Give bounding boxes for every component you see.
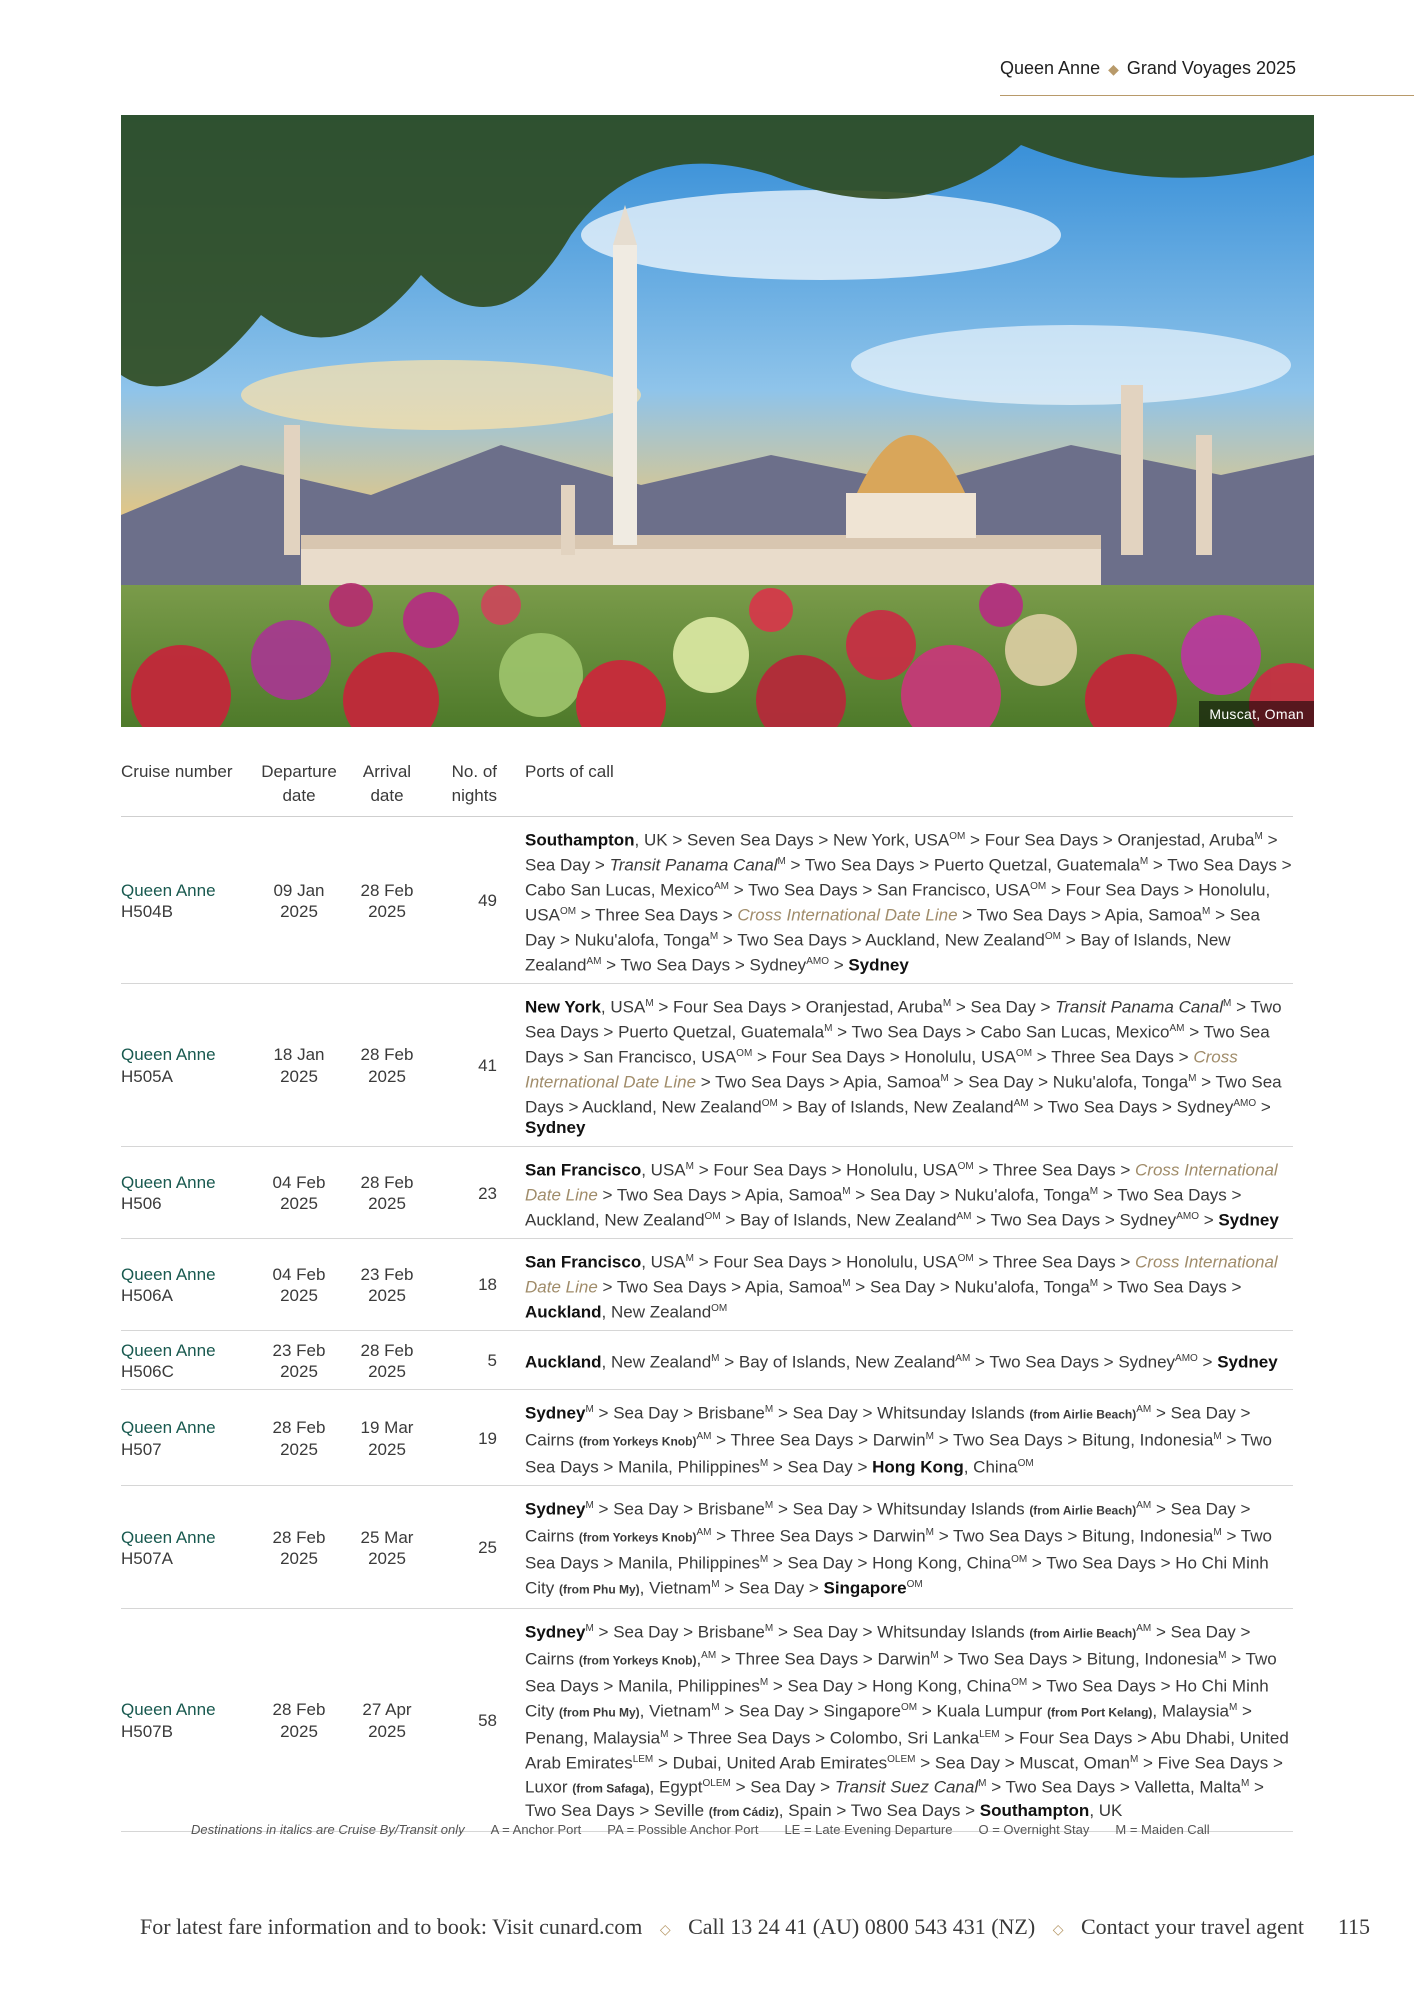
legend-overnight: O = Overnight Stay xyxy=(978,1822,1090,1837)
table-row xyxy=(121,1486,1293,1609)
arrival-date: 19 Mar 2025 xyxy=(360,1418,414,1459)
ports-of-call: New York, $USA^M$ > Four Sea Days > Oranjestad, Aruba$^M$ > Sea Day > Transit Panama Canal$^M$ > Two Sea Days > Puerto Quetzal, Guatemala$^M$ > Two Sea Days > Cabo San Lucas, Mexico$^{AM}$ > Two Sea Days > San Francisco, $USA^{OM}$ > Four Sea Days > Honolulu, $USA^{OM}$ > Three Sea Days > Cross International Date Line > Two Sea Days > Apia, Samoa$^M$ > Sea Day > Nuku'alofa, Tonga$^M$ > Two Sea Days > Auckland, New Zealand$^{OM}$ > Bay of Islands, New Zealand$^{AM}$ > Two Sea Days > Sydney$^{AMO}$ > Sydney xyxy=(525,997,1282,1138)
header-series: Grand Voyages 2025 xyxy=(1126,58,1297,78)
legend-possible-anchor: PA = Possible Anchor Port xyxy=(607,1822,759,1837)
cruise-code: H506A xyxy=(121,1286,173,1306)
legend-maiden: M = Maiden Call xyxy=(1115,1822,1210,1837)
arrival-date: 28 Feb 2025 xyxy=(360,1045,414,1086)
header-rule xyxy=(1000,95,1414,96)
arrival-date: 28 Feb 2025 xyxy=(360,1172,414,1214)
legend-late-evening: LE = Late Evening Departure xyxy=(784,1822,953,1837)
table-row xyxy=(121,1239,1293,1331)
header-ship: Queen Anne xyxy=(1000,58,1101,78)
nights-count: 5 xyxy=(487,1351,497,1371)
legend-anchor: A = Anchor Port xyxy=(490,1822,582,1837)
page-number: 115 xyxy=(1337,1914,1370,1939)
ports-of-call: Southampton, UK > Seven Sea Days > New York, $USA^{OM}$ > Four Sea Days > Oranjestad, Aruba$^M$ > Sea Day > Transit Panama Canal$^M$ > Two Sea Days > Puerto Quetzal, Guatemala$^M$ > Two Sea Days > Cabo San Lucas, Mexico$^{AM}$ > Two Sea Days > San Francisco, $USA^{OM}$ > Four Sea Days > Honolulu, $USA^{OM}$ > Three Sea Days > Cross International Date Line > Two Sea Days > Apia, Samoa$^M$ > Sea Day > Nuku'alofa, Tonga$^M$ > Two Sea Days > Auckland, New Zealand$^{OM}$ > Bay of Islands, New Zealand$^{AM}$ > Two Sea Days > Sydney$^{AMO}$ > Sydney xyxy=(525,830,1292,975)
table-row xyxy=(121,817,1293,984)
cruise-number-cell xyxy=(121,880,255,923)
cruise-number-cell xyxy=(121,1172,255,1215)
page-footer xyxy=(140,1914,1370,1940)
departure-date: 28 Feb 2025 xyxy=(272,1700,326,1741)
table-row xyxy=(121,1331,1293,1391)
header-nights: No. of nights xyxy=(451,762,497,805)
header-cruise-number: Cruise number xyxy=(121,762,233,781)
cruise-number-cell xyxy=(121,1699,255,1742)
arrival-date: 27 Apr 2025 xyxy=(362,1700,412,1741)
nights-count: 58 xyxy=(478,1711,497,1731)
diamond-outline-icon: ◇ xyxy=(659,1923,671,1938)
cruise-number-cell xyxy=(121,1527,255,1570)
ports-of-call: Sydney$^M$ > Sea Day > Brisbane$^M$ > Sea Day > Whitsunday Islands (from Airlie Beach)$^{AM}$ > Sea Day > Cairns (from Yorkeys Knob)$^{AM}$ > Three Sea Days > Darwin$^M$ > Two Sea Days > Bitung, Indonesia$^M$ > Two Sea Days > Manila, Philippines$^M$ > Sea Day > Hong Kong, China$^{OM}$ > Two Sea Days > Ho Chi Minh City (from Phu My), Vietnam$^M$ > Sea Day > Singapore$^{OM}$ xyxy=(525,1499,1272,1598)
departure-date: 28 Feb 2025 xyxy=(272,1418,326,1459)
footer-contact: Contact your travel agent xyxy=(1080,1914,1304,1939)
nights-count: 41 xyxy=(478,1056,497,1076)
ports-of-call: San Francisco, $USA^M$ > Four Sea Days > Honolulu, $USA^{OM}$ > Three Sea Days > Cross International Date Line > Two Sea Days > Apia, Samoa$^M$ > Sea Day > Nuku'alofa, Tonga$^M$ > Two Sea Days > Auckland, New Zealand$^{OM}$ > Bay of Islands, New Zealand$^{AM}$ > Two Sea Days > Sydney$^{AMO}$ > Sydney xyxy=(525,1160,1279,1230)
arrival-date: 25 Mar 2025 xyxy=(360,1527,414,1568)
departure-date: 18 Jan 2025 xyxy=(273,1045,325,1086)
departure-date: 28 Feb 2025 xyxy=(272,1527,326,1568)
nights-count: 49 xyxy=(478,891,497,911)
hero-image xyxy=(121,115,1314,727)
header-ports: Ports of call xyxy=(525,762,614,781)
photo-caption: Muscat, Oman xyxy=(1199,701,1314,727)
header-arrival: Arrival date xyxy=(362,762,412,805)
legend xyxy=(191,1822,1210,1837)
departure-date: 09 Jan 2025 xyxy=(273,880,325,921)
departure-date: 04 Feb 2025 xyxy=(272,1264,326,1306)
nights-count: 19 xyxy=(478,1428,497,1448)
departure-date: 23 Feb 2025 xyxy=(272,1340,326,1381)
cruise-number-cell xyxy=(121,1264,255,1307)
arrival-date: 23 Feb 2025 xyxy=(360,1264,414,1306)
arrival-date: 28 Feb 2025 xyxy=(360,880,414,921)
cruise-code: H507 xyxy=(121,1439,162,1459)
cruise-code: H506C xyxy=(121,1361,174,1381)
nights-count: 25 xyxy=(478,1538,497,1558)
departure-date: 04 Feb 2025 xyxy=(272,1172,326,1214)
cruise-code: H505A xyxy=(121,1066,173,1086)
ports-of-call: Auckland, New Zealand$^M$ > Bay of Islands, New Zealand$^{AM}$ > Two Sea Days > Sydney$^{AMO}$ > Sydney xyxy=(525,1352,1278,1372)
ship-name: Queen Anne xyxy=(121,1527,216,1547)
table-row xyxy=(121,1390,1293,1486)
cruise-number-cell xyxy=(121,1340,255,1383)
cruise-code: H507A xyxy=(121,1548,173,1568)
ship-name: Queen Anne xyxy=(121,1418,216,1438)
cruise-number-cell xyxy=(121,1044,255,1087)
arrival-date: 28 Feb 2025 xyxy=(360,1340,414,1381)
footer-visit: For latest fare information and to book: Visit cunard.com xyxy=(140,1914,643,1939)
footer-call: Call 13 24 41 (AU) 0800 543 431 (NZ) xyxy=(688,1914,1036,1939)
itinerary-table xyxy=(121,760,1293,1832)
diamond-outline-icon: ◇ xyxy=(1052,1923,1064,1938)
table-row xyxy=(121,1147,1293,1239)
table-row xyxy=(121,984,1293,1147)
cruise-code: H506 xyxy=(121,1194,162,1214)
cruise-code: H507B xyxy=(121,1721,173,1741)
table-body xyxy=(121,817,1293,1832)
legend-italic-note: Destinations in italics are Cruise By/Transit only xyxy=(191,1822,465,1837)
ship-name: Queen Anne xyxy=(121,1172,216,1192)
diamond-icon: ◆ xyxy=(1108,61,1119,77)
table-row xyxy=(121,1609,1293,1832)
ports-of-call: Sydney$^M$ > Sea Day > Brisbane$^M$ > Sea Day > Whitsunday Islands (from Airlie Beach)$^{AM}$ > Sea Day > Cairns (from Yorkeys Knob),$^{AM}$ > Three Sea Days > Darwin$^M$ > Two Sea Days > Bitung, Indonesia$^M$ > Two Sea Days > Manila, Philippines$^M$ > Sea Day > Hong Kong, China$^{OM}$ > Two Sea Days > Ho Chi Minh City (from Phu My), Vietnam$^M$ > Sea Day > Singapore$^{OM}$ > Kuala Lumpur (from Port Kelang), Malaysia$^M$ > Penang, Malaysia$^M$ > Three Sea Days > Colombo, Sri Lanka$^{LEM}$ > Four Sea Days > Abu Dhabi, United Arab Emirates$^{LEM}$ > Dubai, United Arab Emirates$^{OLEM}$ > Sea Day > Muscat, Oman$^M$ > Five Sea Days > Luxor (from Safaga), Egypt$^{OLEM}$ > Sea Day > Transit Suez Canal$^M$ > Two Sea Days > Valletta, Malta$^M$ > Two Sea Days > Seville (from Cádiz), Spain > Two Sea Days > Southampton, UK xyxy=(525,1622,1289,1821)
ports-of-call: Sydney$^M$ > Sea Day > Brisbane$^M$ > Sea Day > Whitsunday Islands (from Airlie Beach)$^{AM}$ > Sea Day > Cairns (from Yorkeys Knob)$^{AM}$ > Three Sea Days > Darwin$^M$ > Two Sea Days > Bitung, Indonesia$^M$ > Two Sea Days > Manila, Philippines$^M$ > Sea Day > Hong Kong, China$^{OM}$ xyxy=(525,1403,1272,1477)
ship-name: Queen Anne xyxy=(121,1264,216,1284)
nights-count: 18 xyxy=(478,1275,497,1295)
header-departure: Departure date xyxy=(261,762,337,805)
cruise-code: H504B xyxy=(121,901,173,921)
nights-count: 23 xyxy=(478,1183,497,1203)
page-header xyxy=(1000,58,1414,79)
cruise-number-cell xyxy=(121,1417,255,1460)
ship-name: Queen Anne xyxy=(121,1700,216,1720)
ship-name: Queen Anne xyxy=(121,1340,216,1360)
table-header xyxy=(121,760,1293,817)
mosque-illustration xyxy=(121,115,1314,727)
ship-name: Queen Anne xyxy=(121,880,216,900)
ship-name: Queen Anne xyxy=(121,1045,216,1065)
ports-of-call: San Francisco, $USA^M$ > Four Sea Days > Honolulu, $USA^{OM}$ > Three Sea Days > Cross International Date Line > Two Sea Days > Apia, Samoa$^M$ > Sea Day > Nuku'alofa, Tonga$^M$ > Two Sea Days > Auckland, New Zealand$^{OM}$ xyxy=(525,1252,1278,1322)
